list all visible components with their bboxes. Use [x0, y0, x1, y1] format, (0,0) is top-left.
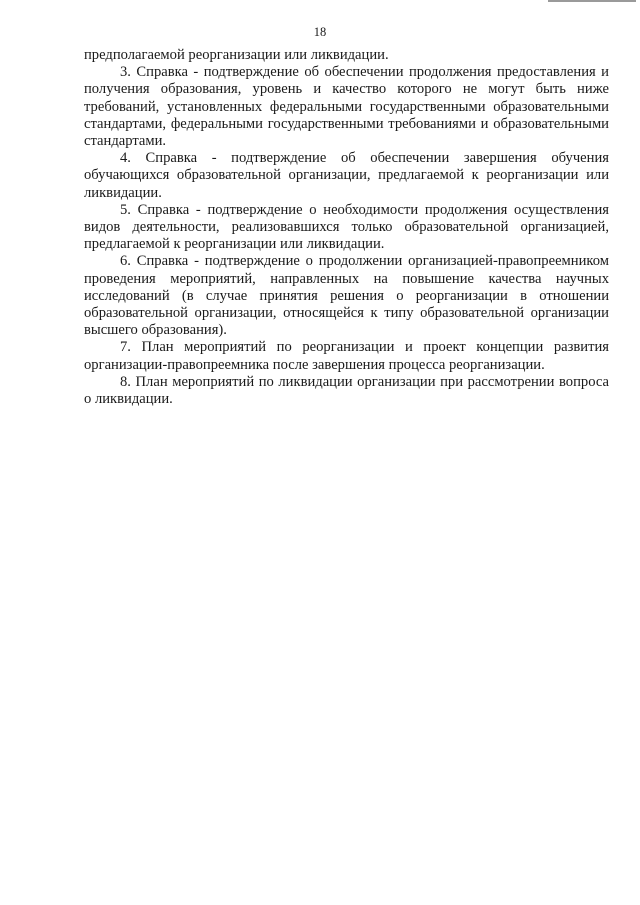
scan-corner-mark: [548, 0, 636, 2]
paragraph-item-5: 5. Справка - подтверждение о необходимости продолжения осуществления видов деятельности, реализовавшихся только образовательной организацией, предлагаемой к реорганизации или ликвидации.: [84, 201, 609, 253]
document-body: [84, 47, 609, 408]
paragraph-item-4: 4. Справка - подтверждение об обеспечении завершения обучения обучающихся образовательной организации, предлагаемой к реорганизации или ликвидации.: [84, 150, 609, 201]
paragraph-item-7: 7. План мероприятий по реорганизации и проект концепции развития организации-правопреемника после завершения процесса реорганизации.: [84, 339, 609, 373]
paragraph-item-6: 6. Справка - подтверждение о продолжении организацией-правопреемником проведения мероприятий, направленных на повышение качества научных исследований (в случае принятия решения о реорганизации в отношении образовательной организации, относящейся к типу образовательной организации высшего образования).: [84, 253, 609, 339]
paragraph-item-3: 3. Справка - подтверждение об обеспечении продолжения предоставления и получения образования, уровень и качество которого не могут быть ниже требований, установленных федеральными государственными образовательными стандартами, федеральными государственными требованиями и образовательными стандартами.: [84, 64, 609, 150]
paragraph-continuation: предполагаемой реорганизации или ликвидации.: [84, 47, 389, 63]
paragraph-item-8: 8. План мероприятий по ликвидации организации при рассмотрении вопроса о ликвидации.: [84, 373, 609, 408]
page-number: 18: [313, 25, 327, 39]
